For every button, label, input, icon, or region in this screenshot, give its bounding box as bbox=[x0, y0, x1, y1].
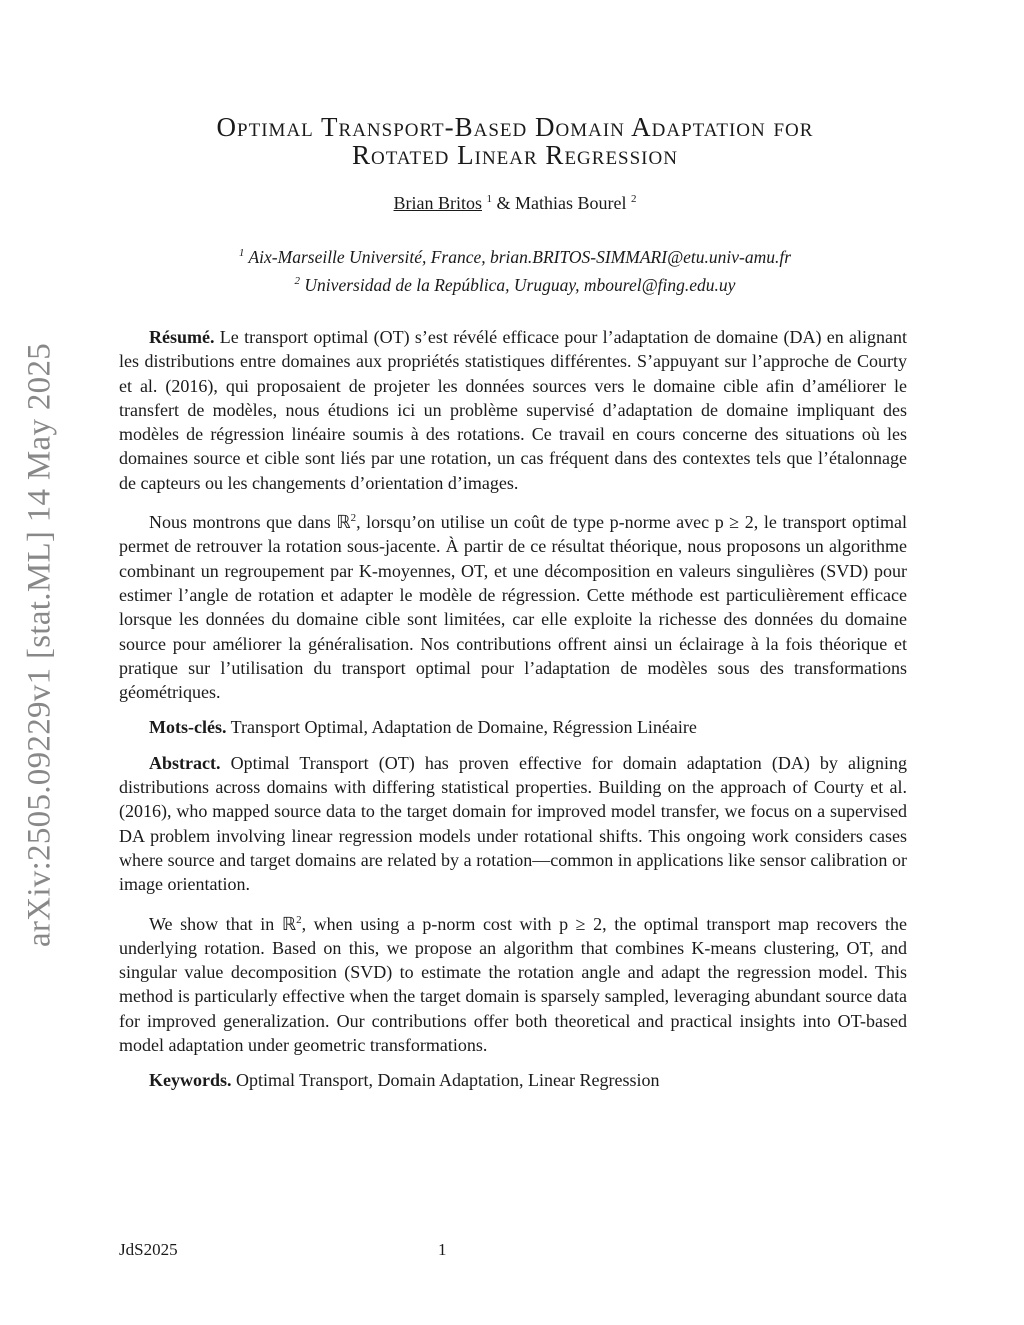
keywords-text: Optimal Transport, Domain Adaptation, Linear Regression bbox=[236, 1070, 660, 1091]
motscles-text: Transport Optimal, Adaptation de Domaine, Régression Linéaire bbox=[230, 717, 697, 738]
arxiv-identifier: arXiv:2505.09229v1 [stat.ML] 14 May 2025 bbox=[21, 342, 58, 948]
affiliations bbox=[120, 241, 910, 297]
resume-text-1: Le transport optimal (OT) s’est révélé efficace pour l’adaptation de domaine (DA) en alignant les distributions entre domaines aux propriétés statistiques différentes. S’appuyant sur l’approche de Courty et al. (2016), qui proposaient de projeter les données sources vers le domaine cible afin d’améliorer le transfert de modèles, nous étudions ici un problème supervisé d’adaptation de domaine impliquant des modèles de régression linéaire soumis à des rotations. Ce travail en cours concerne des situations où les domaines source et cible sont liés par une rotation, un cas fréquent dans des contextes tels que l’étalonnage de capteurs ou les changements d’orientation d’images. bbox=[119, 327, 907, 493]
keywords-label: Keywords. bbox=[149, 1070, 232, 1091]
affiliation-2-text: Universidad de la República, Uruguay, mbourel@fing.edu.uy bbox=[304, 274, 736, 295]
motscles-label: Mots-clés. bbox=[149, 717, 227, 738]
arxiv-sidebar bbox=[10, 330, 70, 960]
affiliation-2 bbox=[120, 269, 910, 297]
title-line-1: Optimal Transport-Based Domain Adaptation for bbox=[216, 112, 814, 142]
author-2-mark: 2 bbox=[631, 193, 637, 205]
author-2-name: Mathias Bourel bbox=[515, 193, 627, 213]
author-list bbox=[120, 193, 910, 214]
paper-title bbox=[120, 113, 910, 170]
abstract-text-2a: We show that in ℝ bbox=[149, 913, 297, 934]
motscles-paragraph bbox=[119, 715, 907, 739]
keywords-paragraph bbox=[119, 1068, 907, 1092]
resume-label: Résumé. bbox=[149, 327, 215, 347]
author-1-name: Brian Britos bbox=[393, 193, 482, 213]
abstract-text-2b: , when using a p-norm cost with p ≥ 2, the optimal transport map recovers the underlying rotation. Based on this, we propose an algorithm that combines K-means clustering, OT, and singular value decomposition (SVD) to estimate the rotation angle and adapt the regression model. This method is particularly effective when the target domain is sparsely sampled, leveraging abundant source data for improved generalization. Our contributions offer both theoretical and practical insights into OT-based model adaptation under geometric transformations. bbox=[119, 913, 907, 1056]
affiliation-1-mark: 1 bbox=[238, 247, 245, 259]
title-line-2: Rotated Linear Regression bbox=[352, 140, 678, 171]
footer-venue: JdS2025 bbox=[119, 1240, 178, 1259]
resume-text-2a: Nous montrons que dans ℝ bbox=[149, 512, 351, 533]
resume-paragraph-1 bbox=[119, 325, 907, 495]
abstract-label: Abstract. bbox=[149, 752, 221, 773]
resume-text-2b: , lorsqu’on utilise un coût de type p-norme avec p ≥ 2, le transport optimal permet de retrouver la rotation sous-jacente. À partir de ce résultat théorique, nous proposons un algorithme combinant un regroupement par K-moyennes, OT, et une décomposition en valeurs singulières (SVD) pour estimer l’angle de rotation et adapter le modèle de régression. Cette méthode est particulièrement efficace lorsque les données du domaine cible sont limitées, car elle exploite la richesse des données du domaine source pour améliorer la généralisation. Nos contributions offrent ainsi un éclairage à la fois théorique et pratique sur l’utilisation du transport optimal pour l’adaptation de modèles sous des transformations géométriques. bbox=[119, 512, 907, 703]
abstract-paragraph-2 bbox=[119, 908, 907, 1058]
abstract-paragraph-1 bbox=[119, 751, 907, 897]
abstract-sup: 2 bbox=[296, 913, 302, 926]
affiliation-1-text: Aix-Marseille Université, France, brian.BRITOS-SIMMARI@etu.univ-amu.fr bbox=[248, 246, 792, 267]
resume-paragraph-2 bbox=[119, 506, 907, 704]
abstract-text-1: Optimal Transport (OT) has proven effective for domain adaptation (DA) by aligning distributions across domains with differing statistical properties. Building on the approach of Courty et al. (2016), who mapped source data to the target domain for improved model transfer, we focus on a supervised DA problem involving linear regression models under rotational shifts. This ongoing work considers cases where source and target domains are related by a rotation—common in applications like sensor calibration or image orientation. bbox=[119, 752, 908, 895]
affiliation-2-mark: 2 bbox=[294, 274, 301, 287]
page-number: 1 bbox=[438, 1240, 447, 1259]
author-1-mark: 1 bbox=[486, 193, 492, 205]
paper-body bbox=[119, 325, 907, 1104]
author-separator: & bbox=[492, 193, 516, 213]
affiliation-1 bbox=[120, 241, 910, 269]
resume-sup: 2 bbox=[350, 512, 357, 525]
